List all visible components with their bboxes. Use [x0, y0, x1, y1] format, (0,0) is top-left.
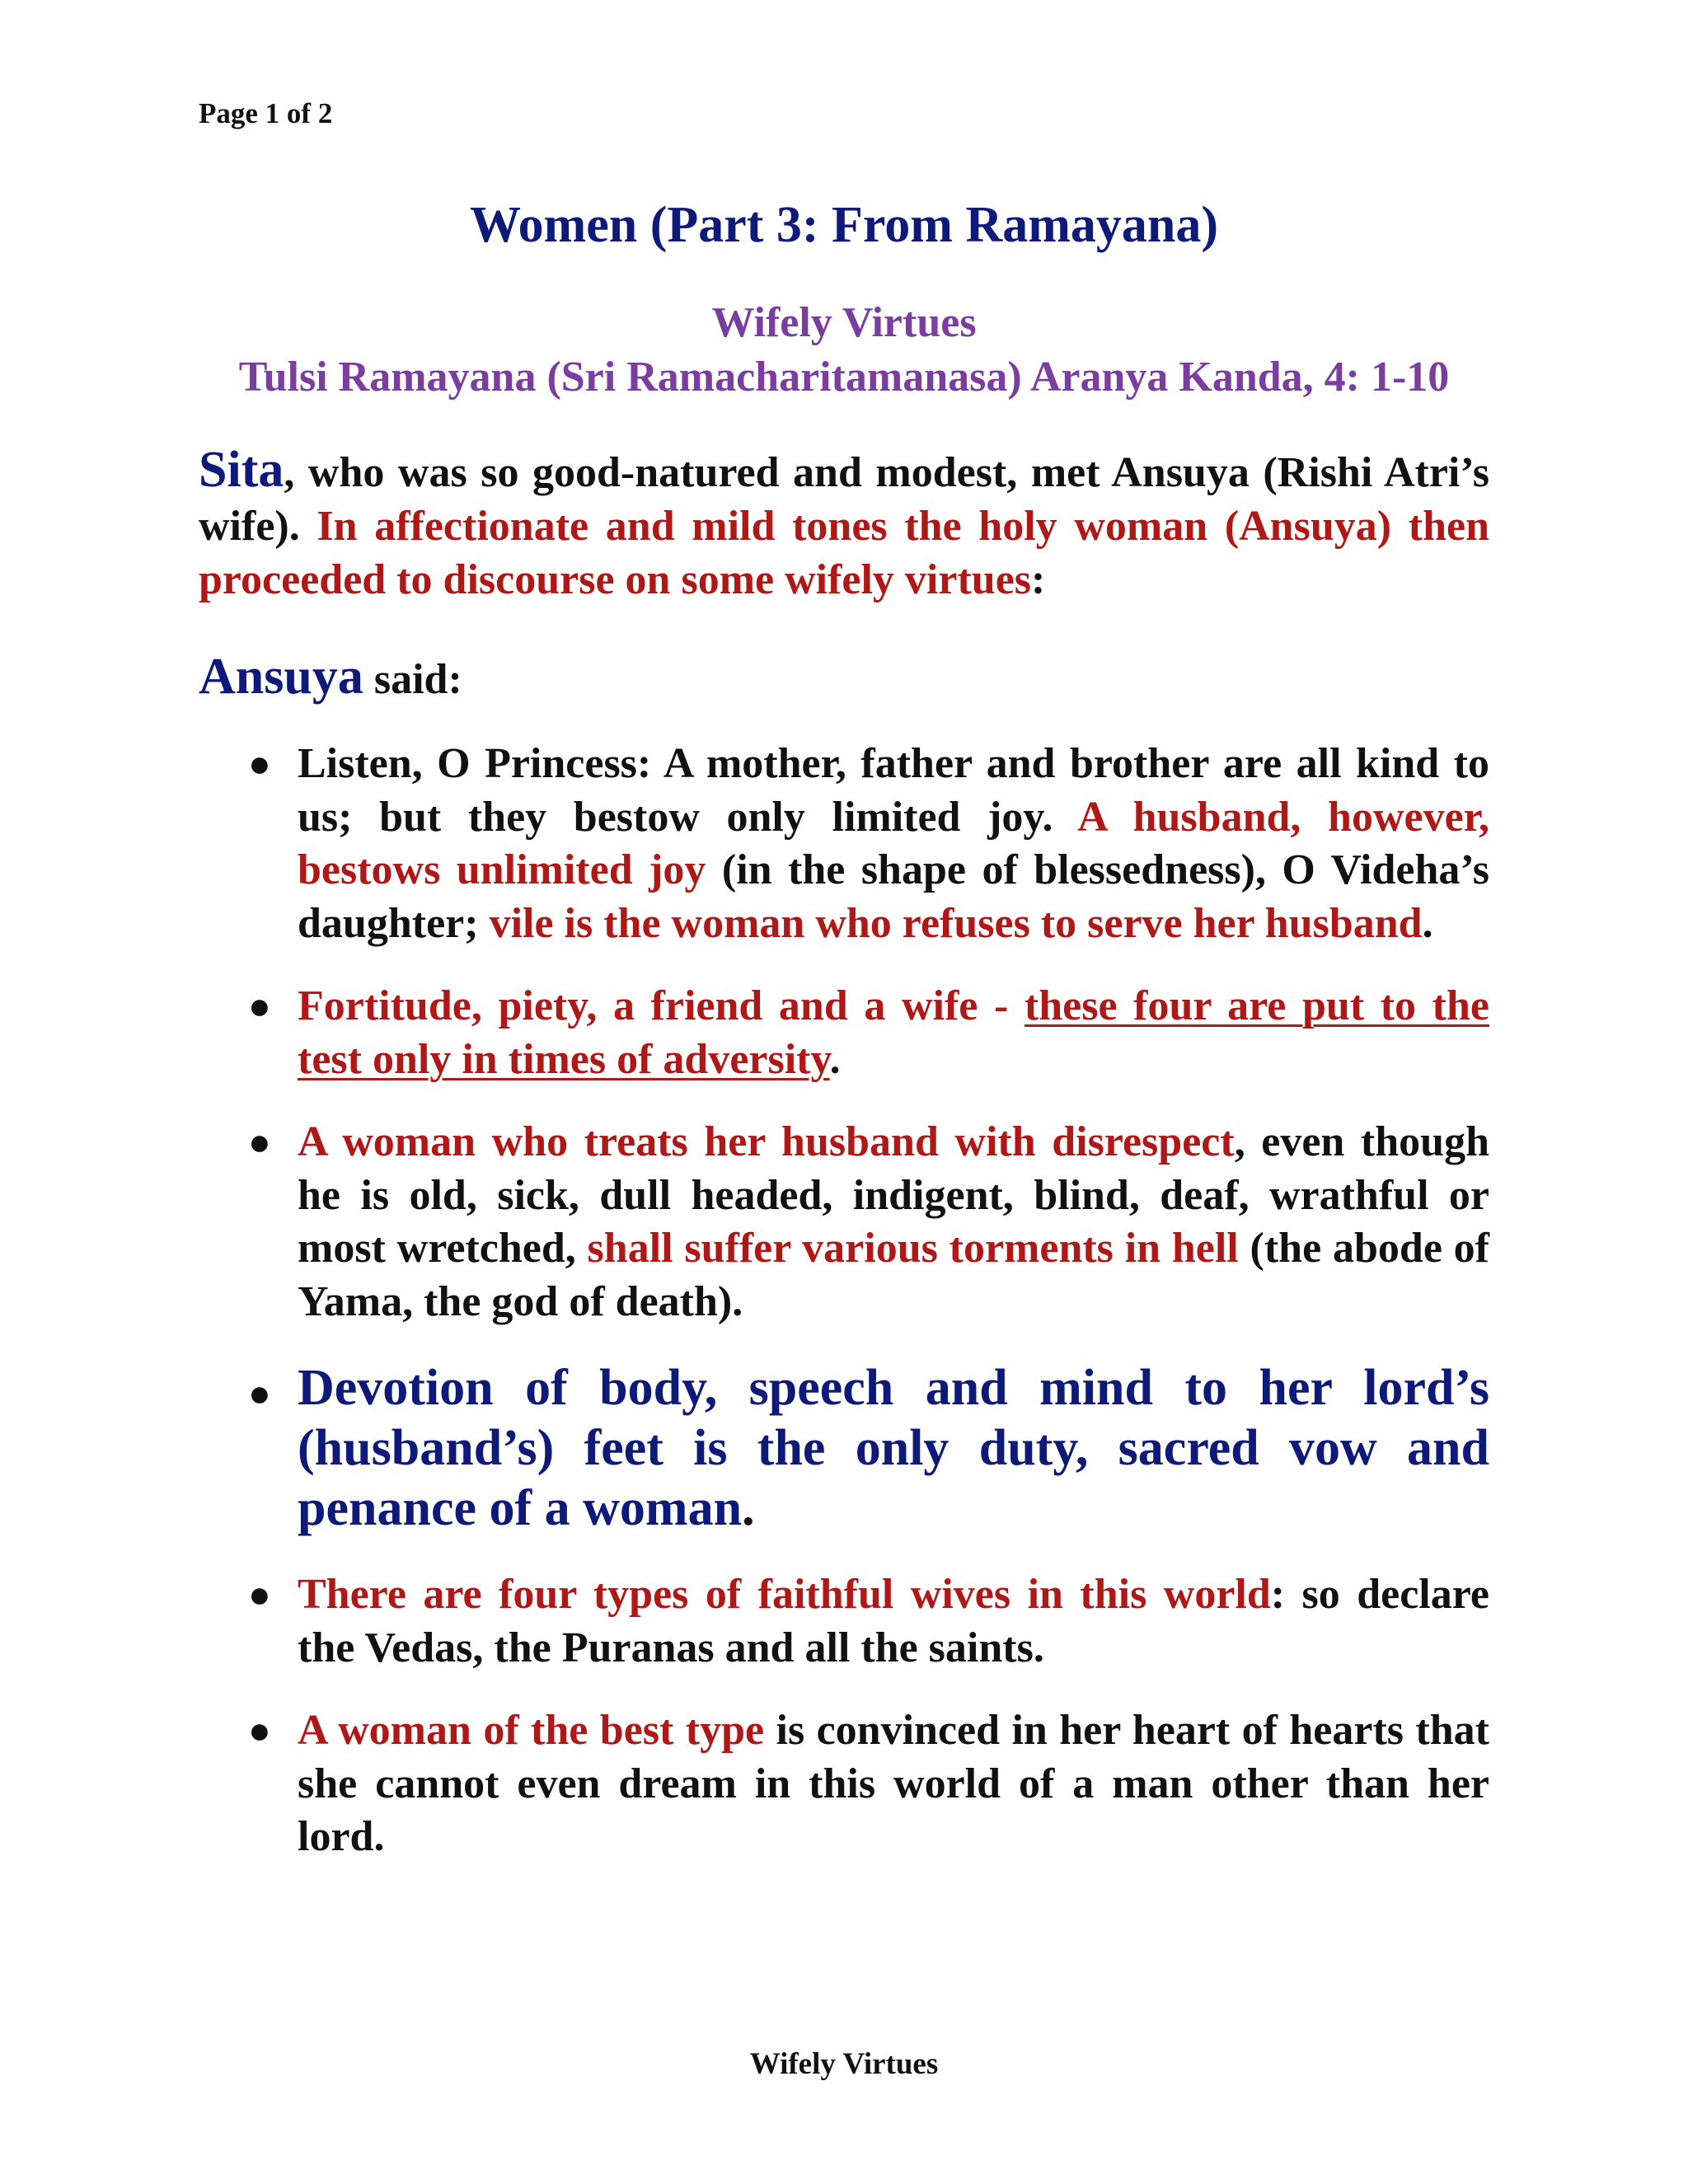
item-text: (the abode of Yama, the god of death). [298, 1225, 1489, 1325]
virtues-list [199, 738, 1489, 1864]
intro-name: Sita [199, 442, 284, 498]
item-highlight: Fortitude, piety, a friend and a wife - [298, 982, 1025, 1029]
item-text: : so declare the Vedas, the Puranas and all the saints. [298, 1571, 1489, 1671]
bullet-icon: ● [248, 743, 271, 785]
speaker-name: Ansuya [199, 649, 363, 705]
document-title: Women (Part 3: From Ramayana) [469, 197, 1219, 253]
page-number: Page 1 of 2 [199, 97, 333, 129]
item-highlight: A husband, however, bestows unlimited joy [298, 793, 1489, 893]
bullet-icon: ● [248, 985, 271, 1027]
speaker-said: said: [363, 656, 462, 703]
bullet-icon: ● [248, 1573, 271, 1615]
item-highlight: A woman of the best type [298, 1707, 765, 1754]
speaker-line [199, 648, 462, 706]
intro-paragraph [199, 443, 1489, 607]
bullet-icon: ● [248, 1121, 271, 1163]
item-text: . [742, 1480, 755, 1536]
item-text: is convinced in her heart of hearts that she cannot even dream in this world of a man other than her lord. [298, 1707, 1489, 1860]
intro-text: , who was so good-natured and modest, met Ansuya (Rishi Atri’s wife). [199, 449, 1489, 550]
subtitle-heading: Wifely Virtues [711, 299, 977, 346]
item-emphasis: Devotion of body, speech and mind to her lord’s (husband’s) feet is the only duty, sacred vow and penance of a woman [298, 1360, 1489, 1536]
item-highlight: There are four types of faithful wives in this world [298, 1571, 1271, 1618]
item-highlight: A woman who treats her husband with disrespect [298, 1118, 1235, 1165]
item-text: . [829, 1035, 841, 1083]
list-item [199, 1116, 1489, 1329]
item-underlined: these four are put to the test only in times of adversity [298, 982, 1489, 1083]
item-highlight: vile is the woman who refuses to serve her husband [489, 899, 1423, 947]
intro-end: : [1031, 556, 1046, 603]
item-text: Listen, O Princess: A mother, father and brother are all kind to us; but they bestow only limited joy. [298, 740, 1489, 841]
list-item [199, 1704, 1489, 1864]
item-text: (in the shape of blessedness), O Videha’s daughter; [298, 846, 1489, 947]
list-item [199, 1568, 1489, 1675]
source-reference: Tulsi Ramayana (Sri Ramacharitamanasa) Aranya Kanda, 4: 1-10 [238, 354, 1450, 401]
item-highlight: shall suffer various torments in hell [587, 1225, 1239, 1272]
list-item [199, 1358, 1489, 1539]
page-footer: Wifely Virtues [749, 2047, 939, 2081]
bullet-icon: ● [248, 1709, 271, 1751]
list-item [199, 980, 1489, 1086]
item-text: , even though he is old, sick, dull headed, indigent, blind, deaf, wrathful or most wretched, [298, 1118, 1489, 1272]
item-text: . [1422, 899, 1433, 947]
intro-highlight: In affectionate and mild tones the holy woman (Ansuya) then proceeded to discourse on some wifely virtues [199, 503, 1489, 603]
bullet-icon: ● [248, 1372, 271, 1414]
list-item [199, 738, 1489, 950]
